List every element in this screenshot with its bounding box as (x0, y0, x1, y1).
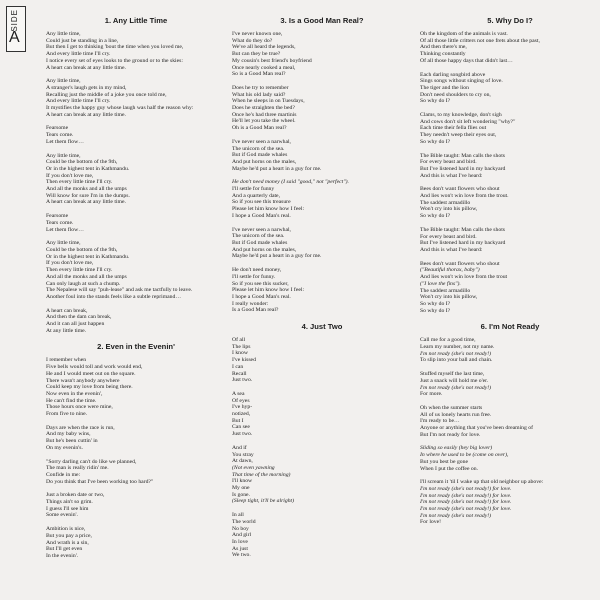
stanza (46, 31, 226, 71)
lyric-line: Please let him know how I feel: (232, 206, 305, 213)
lyric-line: I've hyp- (232, 404, 253, 411)
song-title: 3. Is a Good Man Real? (280, 16, 364, 25)
lyric-line: For more. (420, 391, 443, 398)
stanza (232, 179, 412, 219)
lyric-line: And it can all just happen (46, 321, 105, 328)
lyric-line: My cousin's best friend's boyfriend (232, 57, 312, 64)
lyric-line: A heart can break at any little time. (46, 199, 126, 206)
lyric-line: I'll know (232, 478, 253, 485)
lyric-line: Bees don't want flowers who shout (420, 186, 500, 193)
lyric-line: What his old lady said? (232, 91, 286, 98)
lyric-line: And girl (232, 532, 252, 539)
lyric-line: And all the monks and all the umps (46, 186, 127, 193)
lyric-line: Let them flow… (46, 138, 84, 145)
side-badge (6, 6, 26, 52)
lyric-line: Bees don't want flowers who shout (420, 260, 500, 267)
lyric-line: A heart can break at any little time. (46, 64, 126, 71)
song-title: 4. Just Two (301, 322, 343, 332)
lyric-line: ("I love the fins"). (420, 280, 461, 287)
lyric-line: The world (232, 518, 256, 525)
song-im-not-ready (420, 322, 600, 526)
lyric-line: Anyone or anything that you've been dreaming of (420, 425, 534, 432)
lyric-line: ("Beautiful thorax, baby") (420, 267, 480, 274)
lyric-line: The Bible taught: Man calls the shots (420, 226, 505, 233)
lyric-line: He and I would meet out on the square. (46, 370, 136, 377)
lyric-line: At any little time. (46, 327, 87, 334)
stanza (232, 445, 412, 505)
lyric-line: It mystifies the happy guy whose laugh was half the reason why: (46, 105, 194, 112)
lyric-line: The tiger and the lion (420, 84, 469, 91)
lyric-line: I'll settle for funny. (232, 273, 276, 280)
lyric-line: I guess I'll see him (46, 505, 89, 512)
stanza (420, 227, 600, 254)
lyric-line: Each darling songbird above (420, 71, 486, 78)
lyric-line: For every beast and bird. (420, 159, 477, 166)
lyric-line: But I've listened hard in my backyard (420, 165, 506, 172)
song-title: 2. Even in the Evenin' (97, 342, 175, 352)
lyric-line: Will know for sure I'm in the dumps. (46, 192, 130, 199)
lyric-line: But I've listened hard in my backyard (420, 240, 506, 247)
lyric-line: Maybe he'd put a heart in a guy for me. (232, 253, 322, 260)
stanza (232, 227, 412, 261)
lyric-line: Please let him know how I feel: (232, 287, 305, 294)
stanza (232, 512, 412, 559)
lyric-line: (Not even yawning (232, 464, 275, 471)
lyric-line: The Bible taught: Man calls the shots (420, 152, 505, 159)
stanza (232, 267, 412, 314)
lyric-line: And then there's me, (420, 44, 467, 51)
lyric-line: But then I get to thinking 'bout the time when you loved me, (46, 44, 184, 51)
lyric-line: In all (232, 512, 244, 519)
lyric-line: In love (232, 539, 248, 545)
lyric-line: We two. (232, 552, 251, 559)
lyric-line: But if God made whales (232, 152, 288, 159)
lyric-line: I'll scream it 'til I wake up that old neighbor up above: (420, 479, 544, 486)
lyric-line: But I (232, 417, 244, 424)
lyric-line: Oh when the summer starts (420, 404, 483, 411)
stanza (232, 85, 412, 132)
lyric-line: So why do I? (420, 98, 451, 105)
lyric-line: The unicorn of the sea. (232, 233, 285, 240)
lyric-line: But I'm not ready for love. (420, 431, 481, 438)
lyric-line: But I'll get even (46, 546, 83, 553)
lyric-line: (Sleep tight, it'll be alright) (232, 498, 295, 505)
lyric-line: So if you see this sucker, (232, 280, 289, 287)
lyric-line: Is a Good Man real? (232, 307, 279, 314)
lyric-line: I really wonder: (232, 300, 269, 307)
stanza (232, 391, 412, 438)
lyric-line: I hope a Good Man's real. (232, 293, 291, 300)
lyric-line: I've never known one, (232, 31, 283, 37)
stanza (420, 445, 600, 472)
lyric-line: Stuffed myself the last time, (420, 371, 485, 378)
lyric-line: Another foul into the stands feels like a subtle reprimand… (46, 293, 182, 300)
stanza (46, 308, 226, 335)
lyric-line: I know (232, 350, 248, 357)
column-middle (232, 16, 412, 567)
stanza (46, 153, 226, 207)
song-is-a-good-man-real (232, 16, 412, 314)
lyric-line: And every little time I'll cry. (46, 51, 111, 58)
lyric-line: I've kissed (232, 357, 256, 364)
lyric-line: The saddest armadillo (420, 287, 471, 294)
lyric-line: So if you see this treasure (232, 199, 291, 206)
lyric-line: Oh the kingdom of the animals is vast. (420, 31, 508, 37)
lyric-line: Just two. (232, 377, 253, 384)
stanza (46, 526, 226, 560)
lyric-line: And cows don't sit left wondering "why?" (420, 118, 516, 125)
lyric-line: So why do I? (420, 138, 451, 145)
lyric-line: And every little time I'll cry. (46, 98, 111, 105)
song-title: 1. Any Little Time (104, 16, 168, 25)
lyric-line: If you don't love me, (46, 260, 94, 267)
lyric-line: Just a broken date or two, (46, 492, 105, 499)
lyric-line: What do they do? (232, 37, 273, 44)
lyric-line: Learn my number, not my name. (420, 344, 495, 351)
lyric-line: And if (232, 444, 247, 451)
column-left (46, 16, 226, 568)
lyric-line: So why do I? (420, 307, 451, 314)
lyric-line: Could just be standing in a line, (46, 37, 119, 44)
lyric-line: The saddest armadillo (420, 199, 471, 206)
lyric-line: He don't need money (I said "good," not "perfect"). (232, 179, 349, 186)
lyric-line: I'm ready to be… (420, 418, 460, 425)
lyric-line: I'm not ready (she's not ready!) for love. (420, 485, 512, 492)
lyric-line: All of us lonely hearts run free. (420, 411, 492, 418)
lyric-line: I can (232, 363, 244, 370)
lyric-line: Recall (232, 370, 247, 377)
song-even-in-the-evenin (46, 342, 226, 559)
lyric-line: We've all heard the legends, (232, 44, 296, 51)
lyric-line: Confide in me: (46, 471, 81, 478)
lyric-line: No boy (232, 525, 249, 532)
lyric-line: Any little time, (46, 78, 81, 85)
lyric-line: Days are when the race is run, (46, 424, 115, 431)
lyric-line: Once nearly cooked a meal, (232, 64, 296, 71)
lyric-line: Those hours once were mine, (46, 404, 113, 411)
lyric-line: There wasn't anybody anywhere (46, 377, 120, 384)
lyric-line: Or in the highest tent in Kathmandu. (46, 253, 130, 260)
lyric-line: If you don't love me, (46, 172, 94, 179)
lyric-line: And this is what I've heard: (420, 172, 483, 179)
stanza (46, 357, 226, 417)
lyric-line: But if God made whales (232, 239, 288, 246)
lyric-line: My one (232, 485, 250, 492)
lyric-line: Just a snack will hold me o'er. (420, 377, 489, 384)
lyric-line: They needn't weep their eyes out, (420, 132, 497, 139)
lyric-line: And wrath is a sin, (46, 539, 89, 546)
lyric-line: Any little time, (46, 240, 81, 247)
lyric-line: I've never seen a narwhal, (232, 226, 291, 233)
stanza (46, 213, 226, 233)
lyric-line: And this is what I've heard: (420, 246, 483, 253)
lyric-line: But can they be true? (232, 51, 281, 58)
lyric-line: I'm not ready (she's not ready!) (420, 384, 492, 391)
stanza (46, 492, 226, 519)
lyric-line: Of all those little critters not one frets about the past, (420, 37, 540, 44)
lyric-line: Is gone. (232, 491, 251, 498)
lyric-line: Fearsome (46, 125, 69, 132)
lyric-line: On my evenin's. (46, 444, 83, 451)
lyric-line: I'm not ready (she's not ready!) (420, 350, 492, 357)
stanza (46, 240, 226, 300)
stanza (420, 405, 600, 439)
lyric-line: A stranger's laugh gets in my mind, (46, 84, 127, 91)
lyric-line: And then the dam can break, (46, 314, 112, 321)
lyric-line: Sings songs without singing of love. (420, 78, 503, 85)
lyric-line: Then every little time I'll cry. (46, 179, 113, 186)
song-title: 6. I'm Not Ready (480, 322, 540, 332)
lyric-line: Then every little time I'll cry. (46, 267, 113, 274)
lyric-line: Don't need shoulders to cry on, (420, 91, 491, 98)
lyric-line: To slip into your ball and chain. (420, 357, 493, 364)
lyric-line: Maybe he'd put a heart in a guy for me. (232, 165, 322, 172)
stanza (420, 112, 600, 146)
lyric-line: He don't need money, (232, 267, 282, 274)
side-letter: A (9, 29, 20, 46)
lyric-line: Could be the bottom of the 9th, (46, 246, 118, 253)
lyric-line: Things ain't so grim. (46, 499, 93, 506)
stanza (232, 31, 412, 78)
lyric-line: In where he used to be (come on over), (420, 452, 509, 459)
lyric-line: Call me for a good time, (420, 337, 476, 344)
lyric-line: When he sleeps in on Tuesdays, (232, 98, 305, 105)
stanza (420, 479, 600, 526)
lyric-line: Each time their fella flies out (420, 125, 487, 132)
stanza (420, 371, 600, 398)
stanza (46, 78, 226, 118)
stanza (420, 186, 600, 220)
lyric-line: A sea (232, 390, 245, 397)
lyric-line: Or in the highest tent in Kathmandu. (46, 165, 130, 172)
lyric-line: The unicorn of the sea. (232, 145, 285, 152)
lyric-line: And put horns on the males, (232, 246, 297, 253)
stanza (232, 337, 412, 384)
lyric-line: That time of the morning) (232, 471, 291, 478)
lyric-line: A heart can break at any little time. (46, 111, 126, 118)
stanza (420, 72, 600, 106)
lyric-line: Now even in the evenin', (46, 390, 103, 397)
lyric-line: Can see (232, 424, 250, 431)
lyric-line: As just (232, 545, 248, 552)
lyric-line: At dawn, (232, 458, 253, 465)
lyric-line: When I put the coffee on. (420, 465, 479, 472)
lyric-line: Tears come. (46, 132, 74, 139)
lyric-line: So is a Good Man real? (232, 71, 286, 78)
lyric-line: Some evenin'. (46, 512, 78, 519)
lyric-line: Fearsome (46, 213, 69, 220)
lyric-line: I'm not ready (she's not ready!) for love. (420, 499, 512, 506)
lyric-line: Of all (232, 337, 246, 344)
lyric-line: But he's been cuttin' in (46, 438, 98, 445)
lyric-line: For love! (420, 519, 442, 526)
stanza (46, 425, 226, 452)
lyric-line: "Sorry darling can't do like we planned, (46, 458, 137, 465)
song-why-do-i (420, 16, 600, 314)
stanza (420, 31, 600, 65)
lyric-line: Of eyes (232, 397, 250, 404)
lyric-line: I'll settle for funny (232, 186, 275, 193)
lyric-line: I'm not ready (she's not ready!) for love. (420, 492, 512, 499)
lyric-line: He can't find the time. (46, 397, 97, 404)
lyric-line: Ambition is nice, (46, 526, 86, 533)
lyric-line: Can only laugh at such a chump. (46, 280, 121, 287)
column-right (420, 16, 600, 534)
lyric-line: Won't cry into his pillow, (420, 294, 478, 301)
lyric-line: notized, (232, 411, 251, 418)
song-title: 5. Why Do I? (487, 16, 533, 25)
lyric-line: A heart can break, (46, 307, 88, 314)
lyric-line: Oh is a Good Man real? (232, 125, 287, 132)
lyric-line: Won't cry into his pillow, (420, 206, 478, 213)
lyric-line: And all the monks and all the umps (46, 273, 127, 280)
lyric-line: And lies won't win love from the trout. (420, 193, 509, 200)
lyric-line: In the evenin'. (46, 553, 79, 559)
lyric-line: So why do I? (420, 300, 451, 307)
lyric-line: Tears come. (46, 219, 74, 226)
stanza (420, 153, 600, 180)
lyric-line: Does he try to remember (232, 84, 289, 91)
lyric-line: Thinking constantly (420, 51, 466, 58)
lyric-line: For every beast and bird. (420, 233, 477, 240)
song-any-little-time (46, 16, 226, 334)
lyric-line: But you pay a price, (46, 532, 92, 539)
stanza (232, 139, 412, 173)
lyric-line: So why do I? (420, 213, 451, 220)
lyric-line: Let them flow… (46, 226, 84, 233)
lyric-line: I've never seen a narwhal, (232, 138, 291, 145)
lyric-line: And lies won't win love from the trout (420, 274, 508, 281)
lyric-line: The Nepalese will say "puh-lease" and ask me tactfully to leave. (46, 287, 193, 294)
side-label: SIDE (10, 9, 19, 32)
lyric-line: Any little time, (46, 152, 81, 159)
lyric-line: But you best be gone (420, 458, 469, 465)
lyric-line: The man is really ridin' me. (46, 465, 109, 472)
lyric-line: And a quarterly date, (232, 192, 281, 199)
lyric-line: Five bells would toll and work would end, (46, 364, 143, 371)
lyric-line: Just two. (232, 431, 253, 438)
lyric-line: Could keep my love from being there. (46, 384, 133, 391)
lyric-line: Does he straighten the bed? (232, 105, 295, 112)
lyric-line: I'm not ready (she's not ready!) (420, 512, 492, 519)
stanza (46, 125, 226, 145)
stanza (420, 261, 600, 315)
lyric-line: Could be the bottom of the 9th, (46, 159, 118, 166)
stanza (420, 337, 600, 364)
lyric-line: I hope a Good Man's real. (232, 212, 291, 219)
lyric-line: Recalling just the middle of a joke you once told me, (46, 91, 167, 98)
lyric-line: He'll let you take the wheel. (232, 118, 296, 125)
lyric-line: The lips (232, 343, 251, 350)
lyric-line: I remember when (46, 357, 87, 364)
lyric-line: Of all those happy days that didn't last… (420, 57, 513, 64)
stanza (46, 459, 226, 486)
lyric-line: And put horns on the males, (232, 158, 297, 165)
lyric-line: Once he's had three martinis (232, 111, 297, 118)
song-just-two (232, 322, 412, 559)
lyric-line: From five to nine. (46, 411, 88, 418)
lyric-line: And my baby wins, (46, 431, 91, 438)
lyric-line: Any little time, (46, 31, 81, 37)
lyric-line: I notice every set of eyes looks to the ground or to the skies: (46, 57, 183, 64)
lyric-line: You stray (232, 451, 254, 458)
lyric-line: Sliding so easily (hey big lover) (420, 445, 493, 452)
lyric-line: Clams, to my knowledge, don't sigh (420, 112, 502, 119)
lyric-line: I'm not ready (she's not ready!) for love. (420, 506, 512, 513)
lyric-line: Do you think that I've been working too hard?" (46, 478, 154, 485)
